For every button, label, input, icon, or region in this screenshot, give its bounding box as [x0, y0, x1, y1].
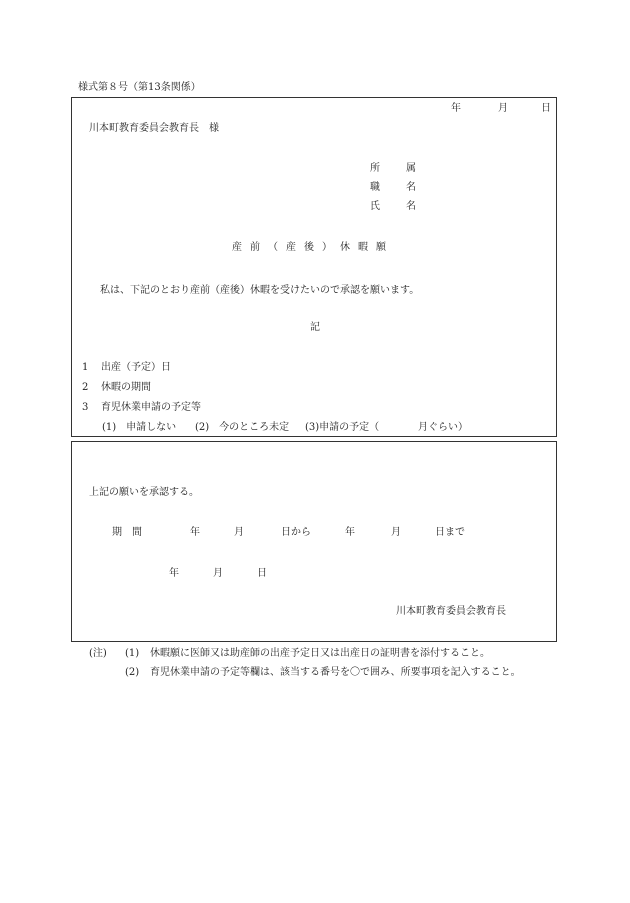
- date-day: 日: [541, 103, 551, 114]
- date-year: 年: [451, 103, 461, 114]
- from-day: 日から: [281, 527, 311, 538]
- note-number: (1): [125, 648, 140, 659]
- approval-date-day: 日: [257, 568, 267, 579]
- item-text: 育児休業申請の予定等: [101, 402, 201, 413]
- request-statement: 私は、下記のとおり産前（産後）休暇を受けたいので承認を願います。: [100, 285, 420, 296]
- name-label: 氏 名: [370, 201, 424, 212]
- affiliation-label: 所 属: [370, 163, 424, 174]
- to-day: 日まで: [435, 527, 465, 538]
- note-text: 育児休業申請の予定等欄は、該当する番号を〇で囲み、所要事項を記入すること。: [150, 667, 521, 678]
- from-month: 月: [234, 527, 244, 538]
- option-3-end: 月ぐらい）: [418, 422, 468, 433]
- form-label: 様式第８号（第13条関係）: [78, 82, 201, 93]
- to-month: 月: [391, 527, 401, 538]
- item-text: 出産（予定）日: [101, 362, 171, 373]
- approval-date-month: 月: [213, 568, 223, 579]
- item-number: 3: [82, 402, 89, 413]
- note-number: (2): [125, 667, 140, 678]
- period-label: 期 間: [112, 527, 142, 538]
- approver: 川本町教育委員会教育長: [396, 606, 506, 617]
- position-label: 職 名: [370, 182, 424, 193]
- item-text: 休暇の期間: [101, 382, 151, 393]
- ki-heading: 記: [310, 322, 320, 333]
- notes-label: (注): [89, 648, 107, 659]
- date-month: 月: [498, 103, 508, 114]
- item-number: 2: [82, 382, 89, 393]
- option-3: (3)申請の予定（: [305, 422, 380, 433]
- approval-statement: 上記の願いを承認する。: [89, 487, 199, 498]
- to-year: 年: [345, 527, 355, 538]
- option-1: (1) 申請しない: [102, 422, 177, 433]
- approval-date-year: 年: [169, 568, 179, 579]
- option-2: (2) 今のところ未定: [195, 422, 290, 433]
- item-number: 1: [82, 362, 89, 373]
- note-text: 休暇願に医師又は助産師の出産予定日又は出産日の証明書を添付すること。: [150, 648, 490, 659]
- from-year: 年: [190, 527, 200, 538]
- addressee: 川本町教育委員会教育長 様: [89, 123, 219, 134]
- document-title: 産前（産後）休暇願: [232, 242, 394, 253]
